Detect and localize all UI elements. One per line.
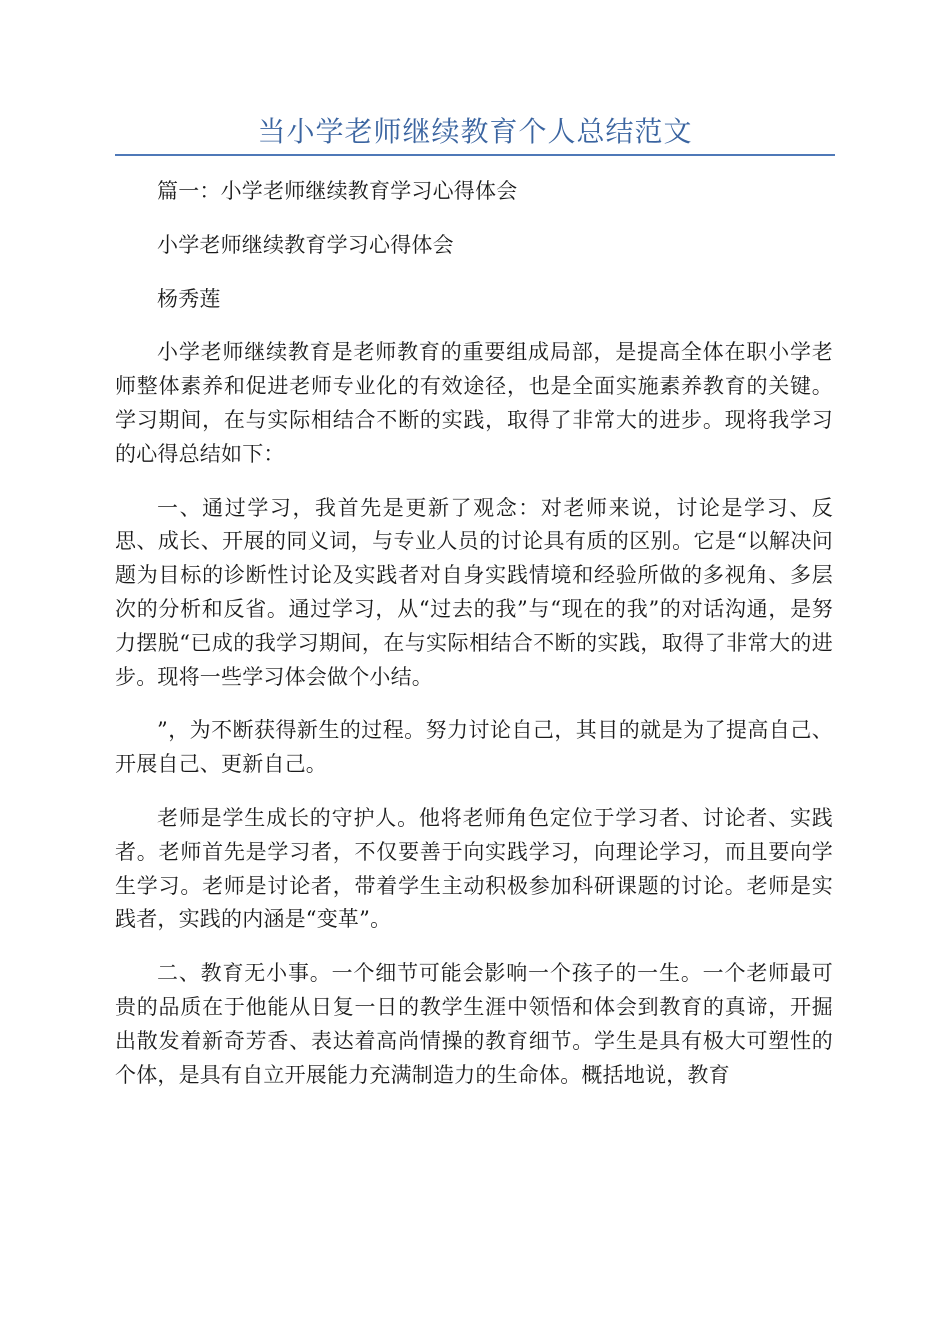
article-subtitle: 小学老师继续教育学习心得体会	[157, 232, 454, 257]
author-name: 杨秀莲	[157, 286, 221, 311]
section-heading: 篇一：小学老师继续教育学习心得体会	[157, 179, 518, 203]
body-paragraph: ”，为不断获得新生的过程。努力讨论自己，其目的就是为了提高自己、开展自己、更新自己。	[115, 718, 833, 777]
body-paragraph: 小学老师继续教育是老师教育的重要组成局部，是提高全体在职小学老师整体素养和促进老师专业化的有效途径，也是全面实施素养教育的关键。学习期间，在与实际相结合不断的实践，取得了非常大的进步。现将我学习的心得总结如下：	[115, 340, 833, 466]
body-paragraph: 老师是学生成长的守护人。他将老师角色定位于学习者、讨论者、实践者。老师首先是学习者，不仅要善于向实践学习，向理论学习，而且要向学生学习。老师是讨论者，带着学生主动积极参加科研课题的讨论。老师是实践者，实践的内涵是“变革”。	[115, 805, 833, 932]
document-body	[115, 175, 833, 1112]
body-paragraph: 二、教育无小事。一个细节可能会影响一个孩子的一生。一个老师最可贵的品质在于他能从日复一日的教学生涯中领悟和体会到教育的真谛，开掘出散发着新奇芳香、表达着高尚情操的教育细节。学生是具有极大可塑性的个体，是具有自立开展能力充满制造力的生命体。概括地说，教育	[115, 961, 833, 1087]
document-title: 当小学老师继续教育个人总结范文	[257, 115, 693, 148]
title-underline	[115, 154, 835, 156]
body-paragraph: 一、通过学习，我首先是更新了观念：对老师来说，讨论是学习、反思、成长、开展的同义词，与专业人员的讨论具有质的区别。它是“以解决问题为目标的诊断性讨论及实践者对自身实践情境和经验所做的多视角、多层次的分析和反省。通过学习，从“过去的我”与“现在的我”的对话沟通，是努力摆脱“已成的我学习期间，在与实际相结合不断的实践，取得了非常大的进步。现将一些学习体会做个小结。	[115, 495, 833, 689]
